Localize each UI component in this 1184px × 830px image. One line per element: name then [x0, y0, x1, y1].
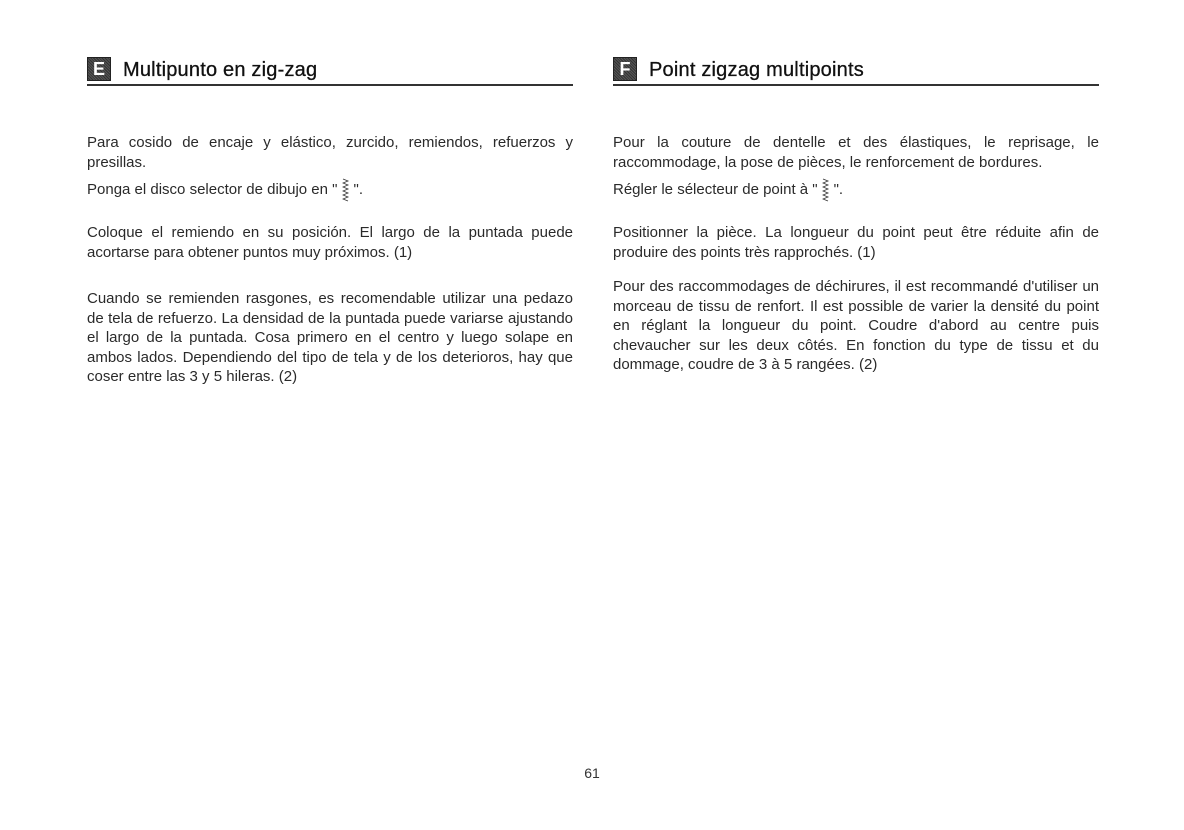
selector-text-suffix: ". — [353, 180, 363, 198]
section-badge: F — [613, 57, 637, 81]
multistitch-zigzag-icon — [822, 178, 830, 202]
paragraph-mending: Cuando se remienden rasgones, es recomendable utilizar una pedazo de tela de refuerzo. La densidad de la puntada puede variarse ajustando el largo de la puntada. Cosa primero en el centro y luego solape en ambos lados. Dependiendo del tipo de tela y de los deterioros, hay que coser entre las 3 y 5 hileras. (2) — [87, 290, 573, 385]
selector-text-prefix: Régler le sélecteur de point à " — [613, 180, 818, 198]
section-header — [613, 56, 1099, 86]
paragraph-position: Coloque el remiendo en su posición. El largo de la puntada puede acortarse para obtener puntos muy próximos. (1) — [87, 224, 573, 261]
paragraph-selector — [87, 178, 573, 202]
paragraph-position: Positionner la pièce. La longueur du point peut être réduite afin de produire des points très rapprochés. (1) — [613, 224, 1099, 261]
section-header — [87, 56, 573, 86]
section-title: Multipunto en zig-zag — [123, 58, 318, 81]
paragraph-intro: Para cosido de encaje y elástico, zurcido, remiendos, refuerzos y presillas. — [87, 134, 573, 171]
paragraph-mending: Pour des raccommodages de déchirures, il est recommandé d'utiliser un morceau de tissu de renfort. Il est possible de varier la densité du point en réglant la longueur du point. Coudre d'abord au centre puis chevaucher sur les deux côtés. En fonction du type de tissu et du dommage, coudre de 3 à 5 rangées. (2) — [613, 278, 1099, 373]
section-title: Point zigzag multipoints — [649, 58, 864, 81]
page-number: 61 — [584, 765, 600, 781]
section-badge: E — [87, 57, 111, 81]
multistitch-zigzag-icon — [342, 178, 350, 202]
selector-text-prefix: Ponga el disco selector de dibujo en " — [87, 180, 338, 198]
paragraph-intro: Pour la couture de dentelle et des élastiques, le reprisage, le raccommodage, la pose de pièces, le renforcement de bordures. — [613, 134, 1099, 171]
selector-text-suffix: ". — [833, 180, 844, 198]
paragraph-selector — [613, 178, 1099, 202]
